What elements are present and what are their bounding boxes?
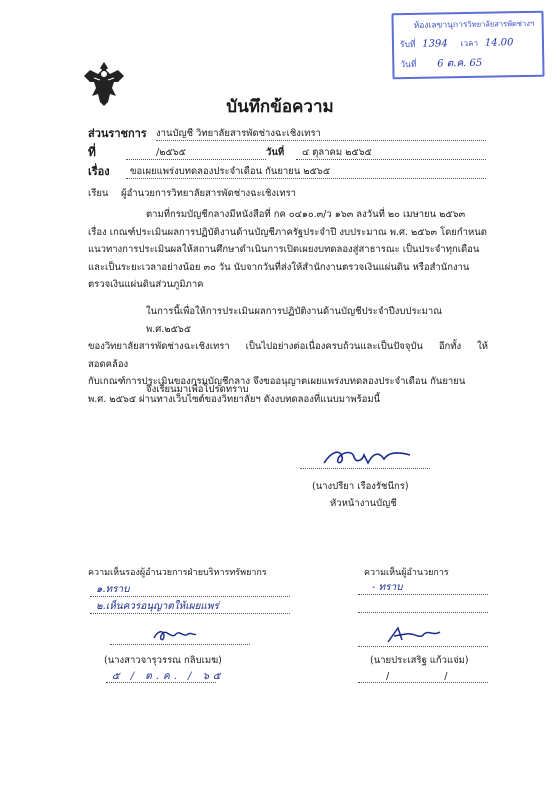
date-value: ๔ ตุลาคม ๒๕๖๕ — [296, 146, 486, 160]
closing-line: จึงเรียนมาเพื่อโปรดทราบ — [146, 384, 249, 395]
subject-value: ขอเผยแพร่งบทดลองประจำเดือน กันยายน ๒๕๖๕ — [126, 165, 486, 179]
deputy-date: ๕ / ต.ค. / ๖๕ — [112, 671, 225, 682]
body-line: เรื่อง เกณฑ์ประเมินผลการปฏิบัติงานด้านบัญชีภาครัฐประจำปี งบประมาณ พ.ศ. ๒๕๖๓ โดยกำหนด — [88, 226, 487, 238]
director-note-line-1 — [358, 594, 488, 595]
signer-position: หัวหน้างานบัญชี — [330, 498, 397, 509]
stamp-number-value: 1394 — [422, 38, 448, 50]
agency-label: ส่วนราชการ — [88, 127, 147, 140]
body-line: ของวิทยาลัยสารพัดช่างฉะเชิงเทรา เป็นไปอย่างต่อเนื่องครบถ้วนและเป็นปัจจุบัน อีกทั้ง ให้สอดคล้อง — [88, 341, 488, 370]
to-value: ผู้อำนวยการวิทยาลัยสารพัดช่างฉะเชิงเทรา — [121, 188, 297, 199]
ref-value: /๒๕๖๕ — [126, 146, 266, 160]
to-label: เรียน — [88, 188, 109, 199]
director-signature-line — [358, 646, 488, 647]
deputy-note-2-line — [90, 613, 290, 614]
body-line: ตามที่กรมบัญชีกลางมีหนังสือที่ กค ๐๔๑๐.๓/ว ๑๖๓ ลงวันที่ ๒๐ เมษายน ๒๕๖๓ — [146, 209, 466, 220]
director-name: (นายประเสริฐ แก้วแจ่ม) — [370, 655, 469, 666]
deputy-note-1: ๑.ทราบ — [96, 584, 130, 595]
director-note-line-2 — [358, 612, 488, 613]
deputy-date-line — [106, 682, 216, 683]
agency-value: งานบัญชี วิทยาลัยสารพัดช่างฉะเชิงเทรา — [156, 127, 486, 141]
receiving-stamp — [391, 11, 544, 80]
deputy-note-2: ๒.เห็นควรอนุญาตให้เผยแพร่ — [96, 601, 219, 612]
signature-line — [300, 468, 430, 469]
stamp-number-label: รับที่ — [399, 39, 416, 51]
stamp-office-line1: ห้องเลขานุการ — [413, 20, 468, 31]
stamp-date-label: วันที่ — [400, 59, 417, 71]
deputy-note-1-line — [90, 596, 290, 597]
body-line: พ.ศ. ๒๕๖๕ ผ่านทางเว็บไซต์ของวิทยาลัยฯ ดังงบทดลองที่แนบมาพร้อมนี้ — [88, 393, 381, 405]
memo-title: บันทึกข้อความ — [226, 97, 334, 117]
stamp-date-row — [400, 56, 482, 72]
stamp-date-value: 6 ต.ค. 65 — [437, 57, 483, 70]
deputy-name: (นางสาวจารุวรรณ กลิบเมฆ) — [104, 655, 222, 666]
body-line: กับเกณฑ์การประเมินของกรมบัญชีกลาง จึงขออนุญาตเผยแพร่งบทดลองประจำเดือน กันยายน — [88, 376, 466, 387]
body-line: ตรวจเงินแผ่นดินส่วนภูมิภาค — [88, 279, 204, 290]
stamp-time-label: เวลา — [460, 38, 479, 50]
director-date-line — [358, 682, 488, 683]
deputy-signature-line — [110, 644, 250, 645]
body-line: ในการนี้เพื่อให้การประเมินผลการปฏิบัติงานด้านบัญชีประจำปีงบประมาณ พ.ศ.๒๕๖๕ — [146, 306, 443, 335]
body-line: และเป็นระยะเวลาอย่างน้อย ๓๐ วัน นับจากวันที่ส่งให้สำนักงานตรวจเงินแผ่นดิน หรือสำนักงาน — [88, 261, 470, 273]
subject-label: เรื่อง — [88, 165, 110, 178]
stamp-office-line2: วิทยาลัยสารพัดช่างฯ — [467, 18, 535, 30]
director-note-1: - ทราบ — [372, 582, 403, 593]
ref-label: ที่ — [88, 145, 96, 159]
signer-name: (นางปรียา เรืองรัชนีกร) — [312, 481, 409, 492]
director-date: / / — [386, 671, 474, 682]
date-label: วันที่ — [266, 147, 285, 158]
body-paragraph-1 — [88, 206, 488, 294]
signature-icon — [318, 443, 418, 471]
deputy-heading: ความเห็นรองผู้อำนวยการฝ่ายบริหารทรัพยากร — [88, 568, 267, 578]
stamp-office — [414, 16, 535, 32]
stamp-time-value: 14.00 — [484, 37, 514, 49]
body-line: แนวทางการประเมินผลให้สถานศึกษาดำเนินการเปิดเผยงบทดลองสู่สาธารณะ เป็นประจำทุกเดือน — [88, 244, 480, 255]
director-heading: ความเห็นผู้อำนวยการ — [364, 568, 449, 578]
director-signature-icon — [384, 624, 444, 646]
deputy-signature-icon — [150, 626, 200, 644]
stamp-number-row — [400, 35, 514, 51]
